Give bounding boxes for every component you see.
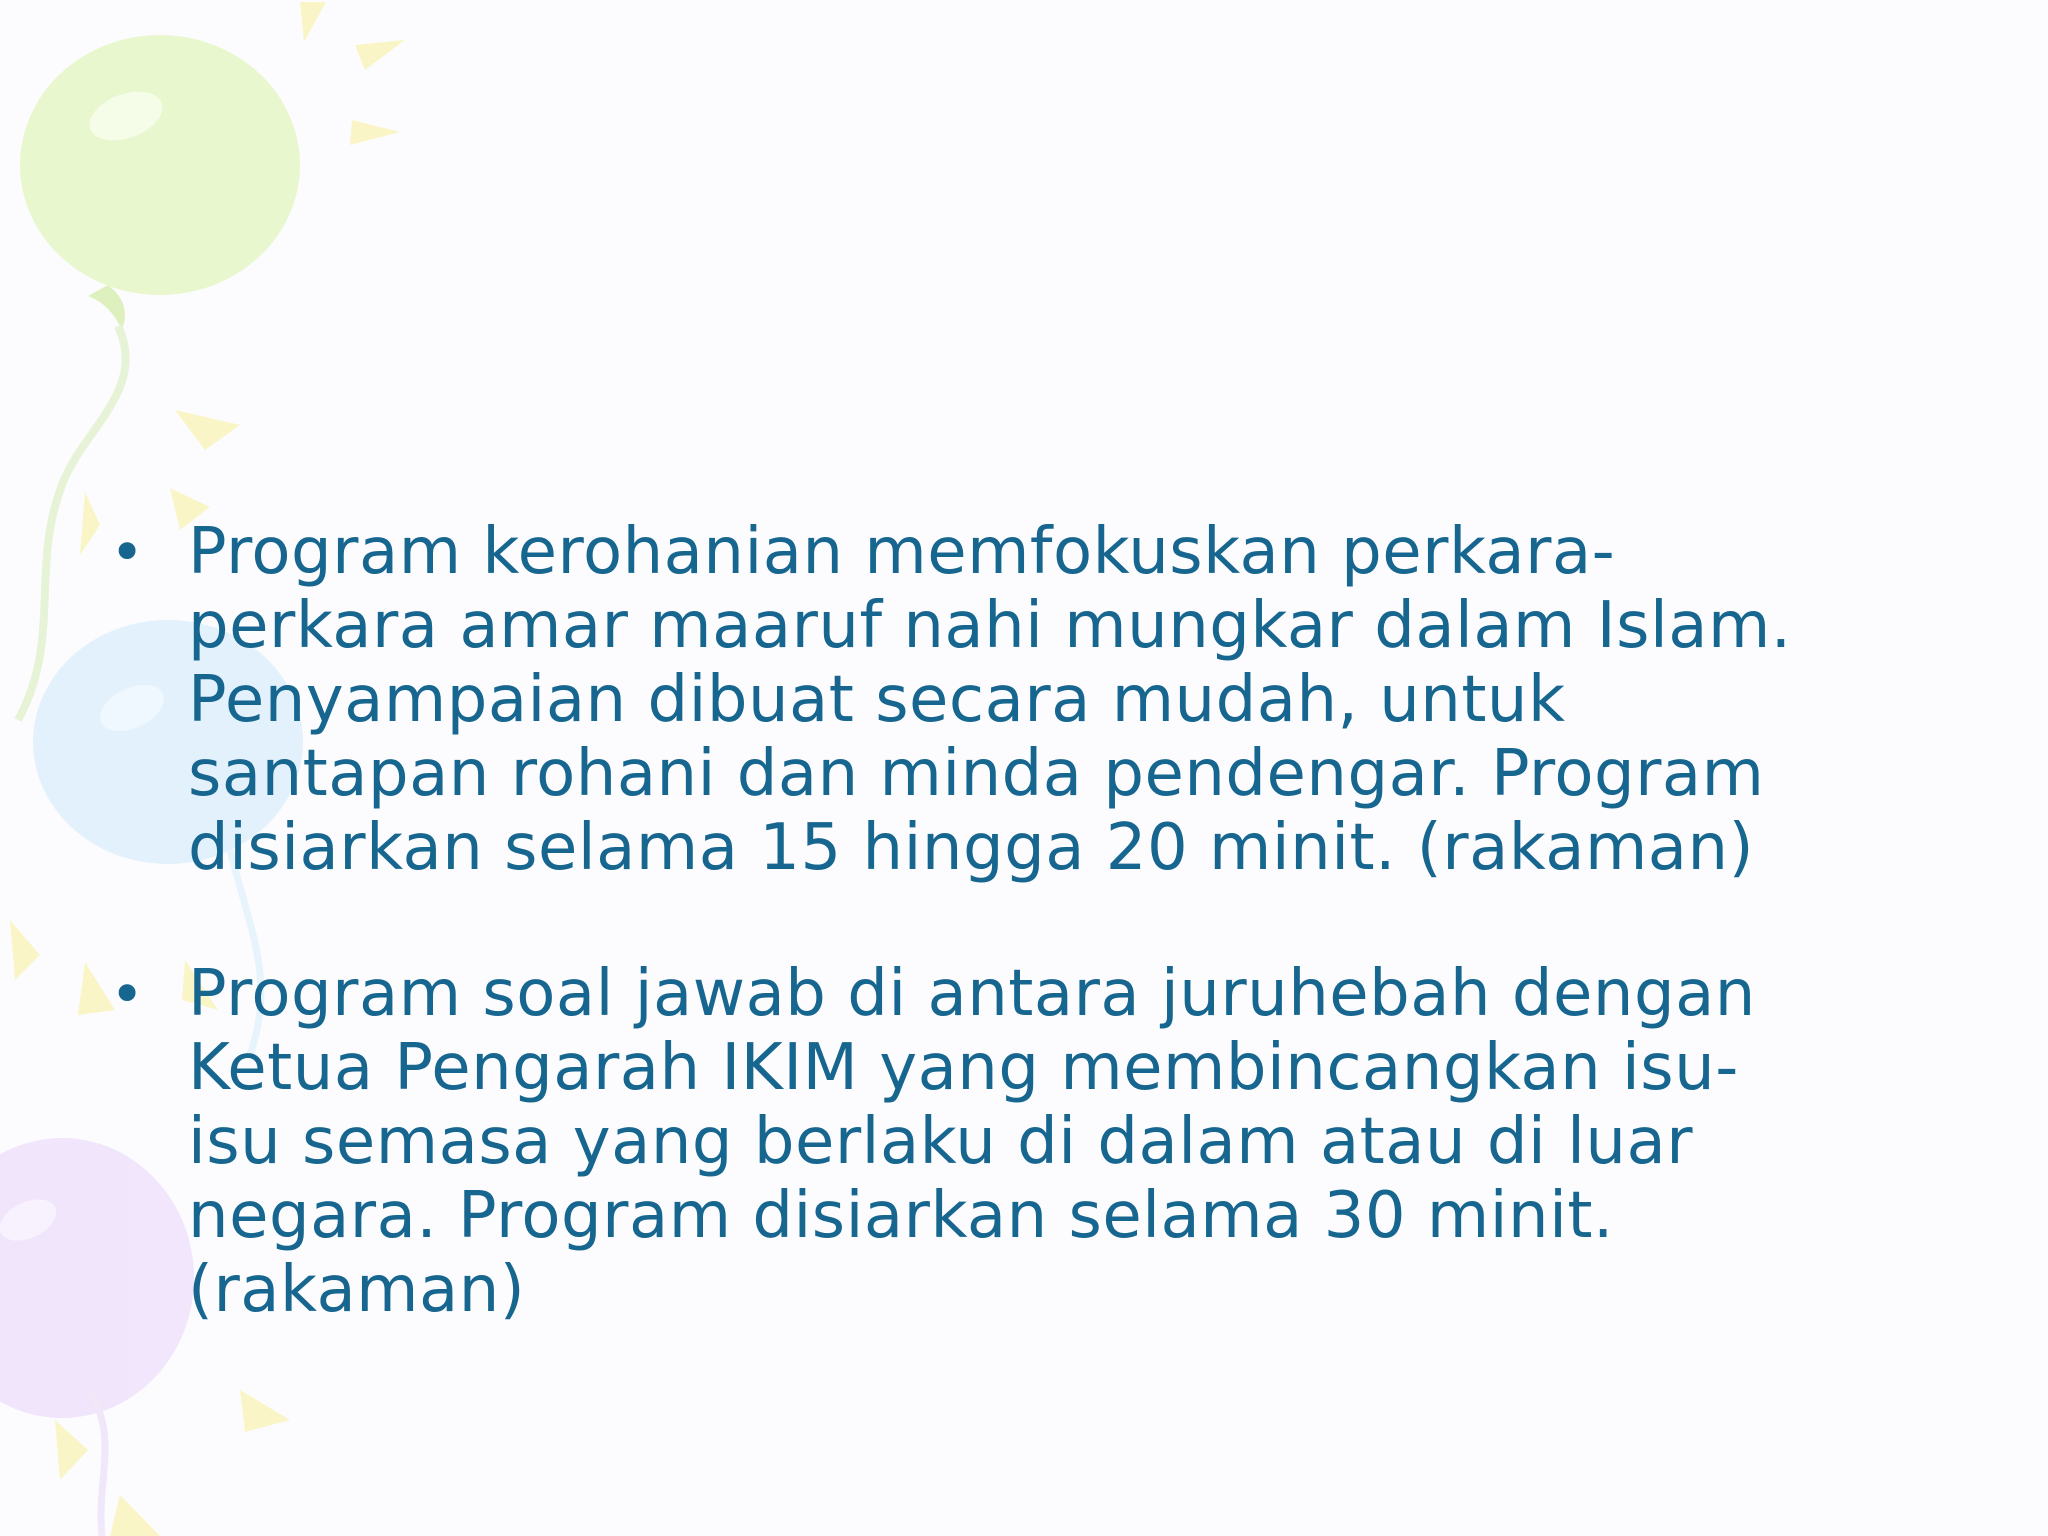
bullet-text-spiritual-program: Program kerohanian memfokuskan perkara- perkara amar maaruf nahi mungkar dalam Islam. Penyampaian dibuat secara mudah, untuk santapan rohani dan minda pendengar. Program disiarkan selama 15 hingga 20 minit. (rakaman)	[188, 515, 1792, 885]
bullet-item-spiritual-program	[110, 515, 1970, 885]
bullet-point-icon: •	[110, 518, 145, 586]
bullet-list	[110, 515, 1970, 1399]
bullet-item-qa-program	[110, 957, 1970, 1327]
bullet-text-qa-program: Program soal jawab di antara juruhebah dengan Ketua Pengarah IKIM yang membincangkan isu- isu semasa yang berlaku di dalam atau di luar negara. Program disiarkan selama 30 minit. (rakaman)	[188, 957, 1756, 1327]
bullet-point-icon: •	[110, 960, 145, 1028]
